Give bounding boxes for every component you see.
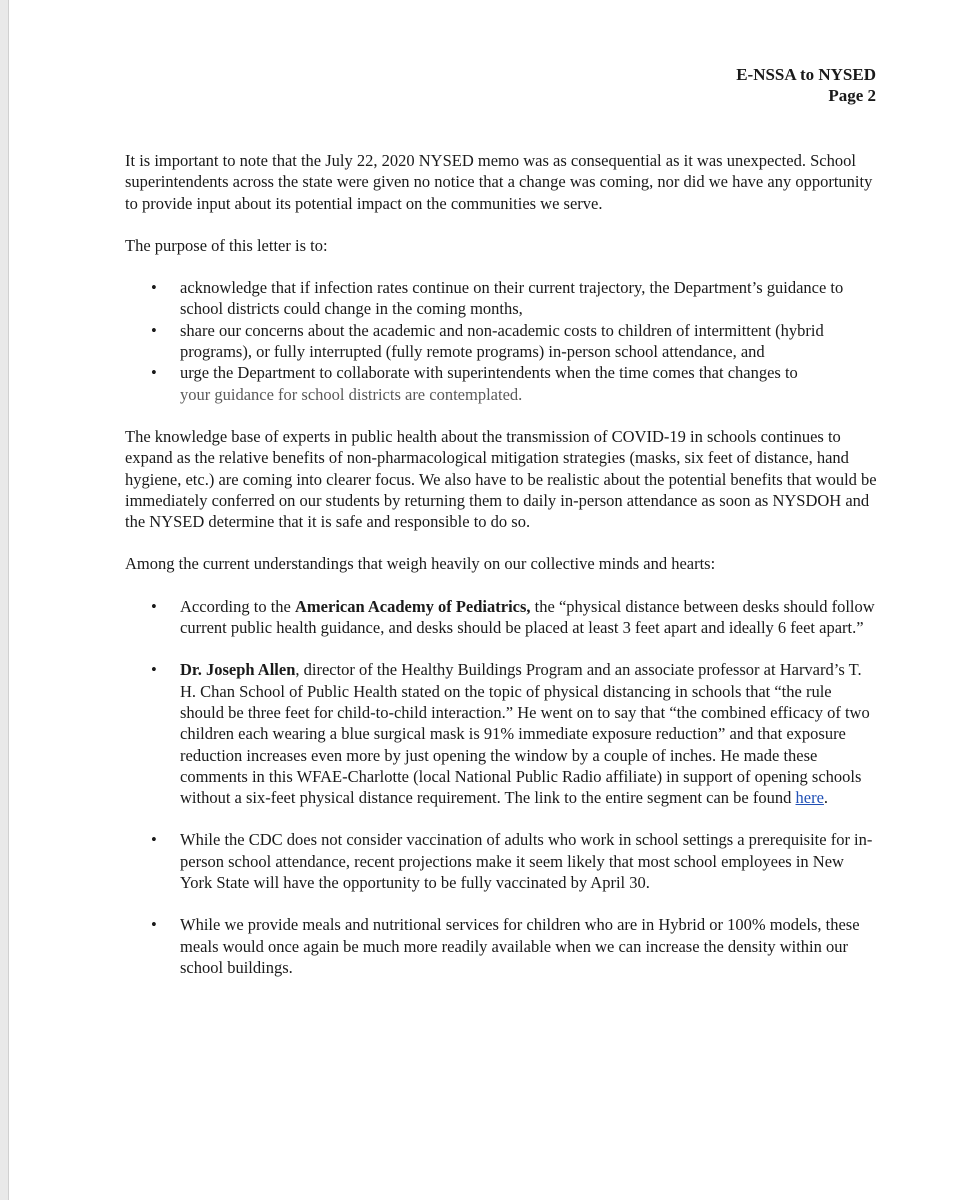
- allen-text-end: .: [823, 788, 829, 808]
- bullet-icon: •: [151, 915, 157, 935]
- purpose-item-acknowledge: [125, 277, 877, 320]
- bullet-icon: •: [151, 278, 157, 298]
- understanding-item-meals: [125, 914, 877, 978]
- meals-text: While we provide meals and nutritional services for children who are in Hybrid or 100% models, these meals would once again be much more readily available when we can increase the density within our school buildings.: [180, 915, 860, 977]
- allen-name: Dr. Joseph Allen: [180, 660, 296, 680]
- bullet-icon: •: [151, 596, 157, 616]
- understanding-item-allen: [125, 659, 877, 808]
- purpose-item-text: acknowledge that if infection rates continue on their current trajectory, the Department’s guidance to school districts could change in the coming months,: [180, 278, 844, 319]
- purpose-item-urge: [125, 362, 877, 405]
- segment-link[interactable]: here: [795, 788, 824, 808]
- purpose-item-share: [125, 320, 877, 363]
- bullet-icon: •: [151, 363, 157, 383]
- bullet-icon: •: [151, 660, 157, 680]
- aap-prefix: According to the: [180, 596, 296, 616]
- cdc-text: While the CDC does not consider vaccination of adults who work in school settings a prerequisite for in-person school attendance, recent projections make it seem likely that most school employees in New York State will have the opportunity to be fully vaccinated by April 30.: [180, 830, 873, 893]
- letter-body: [125, 150, 877, 999]
- header-title: E-NSSA to NYSED: [736, 65, 876, 84]
- aap-organization-name: American Academy of Pediatrics,: [295, 596, 531, 616]
- purpose-item-text-continued: your guidance for school districts are contemplated.: [180, 384, 523, 404]
- purpose-list: [125, 277, 877, 405]
- paragraph-memo-note: It is important to note that the July 22, 2020 NYSED memo was as consequential as it was unexpected. School superintendents across the state were given no notice that a change was coming, nor did we have any opportunity to provide input about its potential impact on the communities we serve.: [125, 151, 873, 213]
- purpose-item-text: share our concerns about the academic and non-academic costs to children of intermittent (hybrid programs), or fully interrupted (fully remote programs) in-person school attendance, and: [180, 320, 824, 362]
- paragraph-understandings-intro: Among the current understandings that weigh heavily on our collective minds and hearts:: [125, 554, 716, 574]
- paragraph-knowledge-base: The knowledge base of experts in public health about the transmission of COVID-19 in schools continues to expand as the relative benefits of non-pharmacological mitigation strategies (masks, six feet of distance, hand hygiene, etc.) are coming into clearer focus. We also have to be realistic about the potential benefits that would be immediately conferred on our students by returning them to daily in-person attendance as soon as NYSDOH and the NYSED determine that it is safe and responsible to do so.: [125, 426, 877, 532]
- understanding-item-aap: [125, 596, 877, 639]
- page-header: [736, 64, 876, 106]
- paragraph-purpose-intro: The purpose of this letter is to:: [125, 235, 328, 255]
- allen-text: , director of the Healthy Buildings Program and an associate professor at Harvard’s T. H. Chan School of Public Health stated on the topic of physical distancing in schools that “the rule should be three feet for child-to-child interaction.” He went on to say that “the combined efficacy of two children each wearing a blue surgical mask is 91% immediate exposure reduction” and that exposure reduction increases even more by just opening the window by a couple of inches. He made these comments in this WFAE-Charlotte (local National Public Radio affiliate) in support of opening schools without a six-feet physical distance requirement. The link to the entire segment can be found: [180, 660, 870, 808]
- bullet-icon: •: [151, 320, 157, 340]
- page-edge-shadow: [0, 0, 9, 1200]
- aap-quote: the “physical distance between desks should follow current public health guidance, and desks should be placed at least 3 feet apart and ideally 6 feet apart.”: [180, 596, 875, 638]
- understandings-list: [125, 596, 877, 978]
- understanding-item-cdc: [125, 829, 877, 893]
- bullet-icon: •: [151, 830, 157, 850]
- purpose-item-text: urge the Department to collaborate with superintendents when the time comes that changes to: [180, 363, 798, 383]
- header-page-number: Page 2: [828, 86, 876, 105]
